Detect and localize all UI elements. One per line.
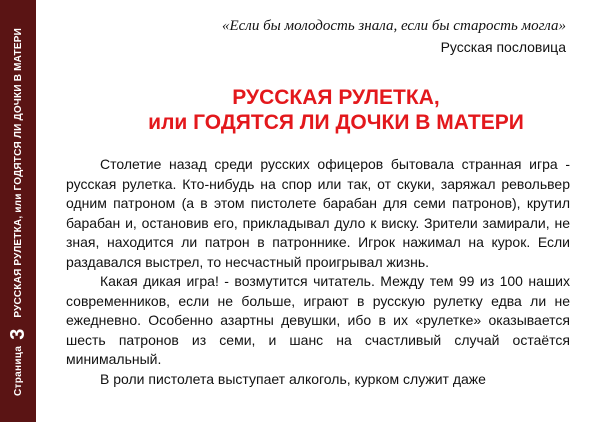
paragraph: Столетие назад среди русских офицеров бытовала странная игра - русская рулетка. Кто-нибудь на спор или так, от скуки, заряжал револьвер одним патроном (а в этом пистолете барабан для семи патронов), крутил барабан и, остановив его, прикладывал дуло к виску. Зрители замирали, не зная, находится ли патрон в патроннике. Игрок нажимал на курок. Если раздавался выстрел, то несчастный проигрывал жизнь. <box>66 156 570 270</box>
sidebar-title: РУССКАЯ РУЛЕТКА, или ГОДЯТСЯ ЛИ ДОЧКИ В МАТЕРИ <box>12 28 24 318</box>
paragraph: Какая дикая игра! - возмутится читатель. Между тем 99 из 100 наших современников, если не больше, играют в русскую рулетку едва ли не ежедневно. Особенно азартны девушки, ибо в их «рулетке» оказывается шесть патронов из семи, и шанс на счастливый случай остаётся минимальный. <box>66 273 570 367</box>
sidebar-vertical-text <box>4 12 32 412</box>
page-title <box>96 85 576 135</box>
page-title-line-2: или ГОДЯТСЯ ЛИ ДОЧКИ В МАТЕРИ <box>148 111 524 134</box>
epigraph-quote: «Если бы молодость знала, если бы старость могла» <box>221 18 566 34</box>
article-body <box>66 155 570 389</box>
sidebar <box>0 0 36 422</box>
sidebar-page-number: 3 <box>7 328 29 340</box>
sidebar-page-label: Страница <box>12 345 24 396</box>
epigraph <box>222 16 566 57</box>
paragraph: В роли пистолета выступает алкоголь, курком служит даже <box>100 370 486 387</box>
epigraph-source: Русская пословица <box>440 39 566 55</box>
page-title-line-1: РУССКАЯ РУЛЕТКА, <box>232 86 440 109</box>
